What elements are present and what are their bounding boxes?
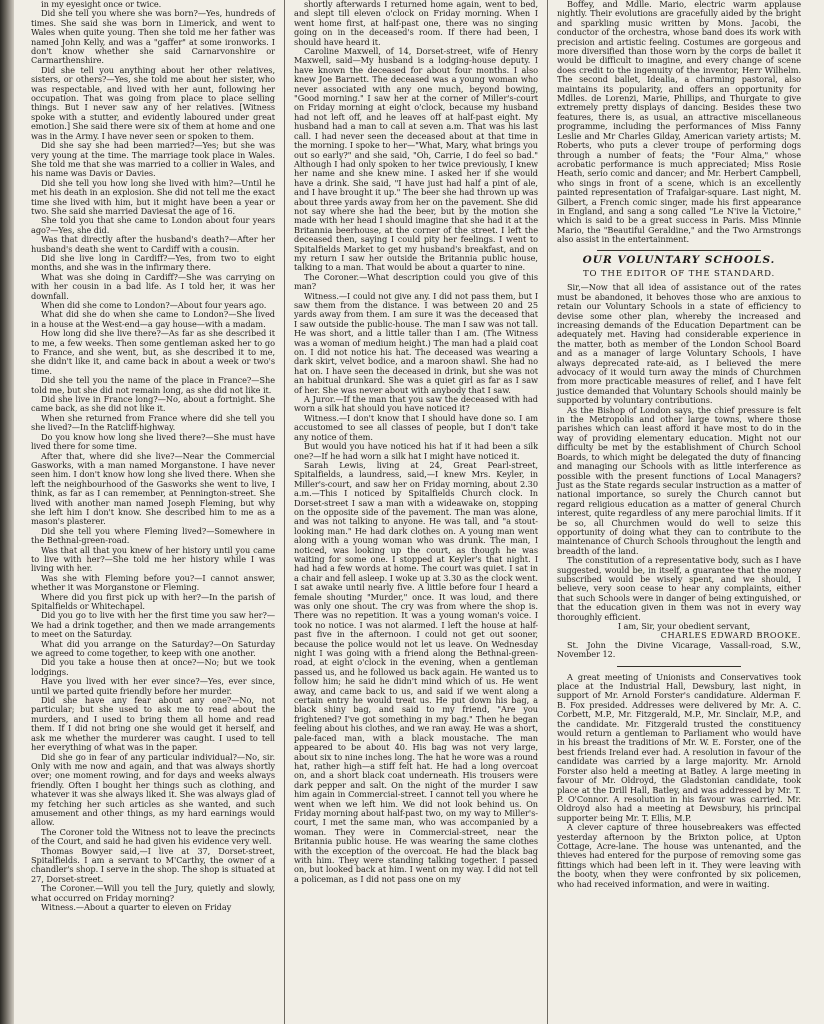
news-paragraph: A great meeting of Unionists and Conservatives took place at the Industrial Hall, Dewsbury, last night, in support of Mr. Arnold Forster's candidature. Alderman F. B. Fox presided. Addresses were delivered by Mr. A. C. Corbett, M.P., Mr. Fitzgerald, M.P., Mr. Sinclair, M.P., and the candidate. Mr. Fitzgerald trusted the constituency would return a gentleman to Parliament who would have in his breast the traditions of Mr. W. E. Forster, one of the best friends Ireland ever had. A resolution in favour of the candidate was carried by a large majority. Mr. Arnold Forster also held a meeting at Batley. A large meeting in favour of Mr. Oldroyd, the Gladstonian candidate, took place at the Drill Hall, Batley, and was addressed by Mr. T. P. O'Connor. A resolution in his favour was carried. Mr. Oldroyd also had a meeting at Dewsbury, his principal supporter being Mr. T. Ellis, M.P. bbox=[557, 671, 801, 823]
testimony-paragraph: Where did you first pick up with her?—In the parish of Spitalfields or Whitechapel. bbox=[31, 591, 275, 611]
testimony-paragraph: Witness.—I don't know that I should have done so. I am accustomed to see all classes of people, but I don't take any notice of them. bbox=[294, 412, 538, 442]
testimony-paragraph: Witness.—I could not give any. I did not pass them, but I saw them from the distance. I was between 20 and 25 yards away from them. I am sure it was the deceased that I saw outside the public-house. The man I saw was not tall. He was short, and a little taller than I am. (The Witness was a woman of medium height.) The man had a plaid coat on. I did not notice his hat. The deceased was wearing a dark skirt, velvet bodice, and a maroon shawl. She had no hat on. I have seen the deceased in drink, but she was not an habitual drunkard. She was a quiet girl as far as I saw of her. She was never about with anybody that I saw. bbox=[294, 290, 538, 395]
theatre-review-text bbox=[557, 0, 801, 245]
letter-signature-address: St. John the Divine Vicarage, Vassall-road, S.W., November 12. bbox=[557, 639, 801, 660]
letter-paragraph: Sir,—Now that all idea of assistance out of the rates must be abandoned, it behoves those who are anxious to retain our Voluntary Schools in a state of efficiency to devise some other plan, whereby the increased and increasing demands of the Education Department can be adequately met. Having had considerable experience in the matter, both as member of the London School Board and as a manager of large Voluntary Schools, I have always deprecated rate-aid, as I believed the mere advocacy of it would turn away the minds of Churchmen from more practicable measures of relief, and I have felt justice demanded that Voluntary Schools should mainly be supported by voluntary contributions. bbox=[557, 282, 801, 406]
section-rule bbox=[597, 250, 761, 251]
testimony-paragraph: When did she come to London?—About four years ago. bbox=[41, 300, 267, 310]
testimony-paragraph: She told you that she came to London about four years ago?—Yes, she did. bbox=[31, 215, 275, 235]
column-right bbox=[547, 0, 810, 1024]
testimony-paragraph: Did she go in fear of any particular individual?—No, sir. Only with me now and again, and that was always shortly over; one moment rowing, and for days and weeks always friendly. Often I bought her things such as clothing, and whatever it was she always liked it. She was always glad of my fetching her such articles as she wanted, and such amusement and other things, as my hard earnings would allow. bbox=[31, 751, 275, 828]
testimony-paragraph: What did you arrange on the Saturday?—On Saturday we agreed to come together, to keep with one another. bbox=[31, 638, 275, 659]
letter-paragraph: As the Bishop of London says, the chief pressure is felt in the Metropolis and other large towns, where those parishes which can least afford it have most to do in the way of providing elementary education. Might not our difficulty be met by the establishment of Church School Boards, to which might be delegated the duty of financing and managing our Schools with as little interference as possible with the present functions of Local Managers? Just as the State regards secular instruction as a matter of national importance, so surely the Church cannot but regard religious education as a matter of general Church interest, quite regardless of any mere parochial limits. If it be so, all Churchmen would do well to seize this opportunity of doing what they can to contribute to the maintenance of Church Schools throughout the length and breadth of the land. bbox=[557, 404, 801, 556]
article-separator bbox=[617, 666, 741, 667]
testimony-paragraph: Was that directly after the husband's death?—After her husband's death she went to Cardiff with a cousin. bbox=[31, 234, 275, 254]
letter-body bbox=[557, 283, 801, 622]
testimony-paragraph: Have you lived with her ever since?—Yes, ever since, until we parted quite friendly before her murder. bbox=[31, 676, 275, 696]
letter-signature-name: CHARLES EDWARD BROOKE. bbox=[660, 630, 801, 641]
testimony-paragraph: Did she say she had been married?—Yes; but she was very young at the time. The marriage took place in Wales. She told me that she was married to a collier in Wales, and his name was Davis or Davies. bbox=[31, 140, 275, 179]
testimony-paragraph: Thomas Bowyer said,—I live at 37, Dorset-street, Spitalfields. I am a servant to M'Carthy, the owner of a chandler's shop. I serve in the shop. The shop is situated at 27, Dorset-street. bbox=[31, 845, 275, 884]
letter-addressee-heading: TO THE EDITOR OF THE STANDARD. bbox=[582, 268, 775, 279]
testimony-paragraph: Did she tell you the name of the place in France?—She told me, but she did not remain long, as she did not like it. bbox=[31, 375, 275, 395]
section-heading-voluntary-schools: OUR VOLUNTARY SCHOOLS. bbox=[582, 253, 776, 266]
testimony-paragraph: Did she live in France long?—No, about a fortnight. She came back, as she did not like it. bbox=[31, 394, 275, 414]
testimony-paragraph: Did you go to live with her the first time you saw her?—We had a drink together, and then we made arrangements to meet on the Saturday. bbox=[31, 610, 275, 640]
testimony-paragraph: Was she with Fleming before you?—I cannot answer, whether it was Morganstone or Fleming. bbox=[31, 572, 275, 593]
testimony-paragraph: shortly afterwards I returned home again, went to bed, and slept till eleven o'clock on Friday morning. When I went home first, at half-past one, there was no singing going on in the deceased's room. If there had been, I should have heard it. bbox=[294, 0, 538, 47]
news-items bbox=[557, 673, 801, 889]
testimony-paragraph: After that, where did she live?—Near the Commercial Gasworks, with a man named Morganstone. I have never seen him. I don't know how long she lived there. When she left the neighbourhood of the Gasworks she went to live, I think, as far as I can remember, at Pennington-street. She lived with another man named Joseph Fleming, but why she left him I don't know. She described him to me as a mason's plasterer. bbox=[31, 450, 275, 527]
news-paragraph: A clever capture of three housebreakers was effected yesterday afternoon by the Brixton police, at Upton Cottage, Acre-lane. The house was untenanted, and the thieves had entered for the purpose of removing some gas fittings which had been left in it. They were leaving with the booty, when they were confronted by six policemen, who had received information, and were in waiting. bbox=[557, 822, 801, 889]
testimony-paragraph: But would you have noticed his hat if it had been a silk one?—If he had worn a silk hat I might have noticed it. bbox=[294, 441, 538, 461]
column-inquest-testimony-left bbox=[22, 0, 284, 1024]
newspaper-columns bbox=[22, 0, 810, 1024]
testimony-paragraph: A Juror.—If the man that you saw the deceased with had worn a silk hat should you have noticed it? bbox=[294, 394, 538, 414]
testimony-paragraph: Did she tell you how long she lived with him?—Until he met his death in an explosion. She did not tell me the exact time she lived with him, but it might have been a year or two. She said she married Daviesat the age of 16. bbox=[31, 177, 275, 216]
testimony-paragraph: Caroline Maxwell, of 14, Dorset-street, wife of Henry Maxwell, said—My husband is a lodging-house deputy. I have known the deceased for about four months. I also knew Joe Barnett. The deceased was a young woman who never associated with any one much, beyond bowing, "Good morning." I saw her at the corner of Miller's-court on Friday morning at eight o'clock, because my husband had not left off, and he leaves off at half-past eight. My husband had a man to call at seven a.m. That was his last call. I had never seen the deceased about at that time in the morning. I spoke to her—"What, Mary, what brings you out so early?" and she said, "Oh, Carrie, I do feel so bad." Although I had only spoken to her twice previously, I knew her name and she knew mine. I asked her if she would have a drink. She said, "I have just had half a pint of ale, and I have brought it up." The beer she had thrown up was about three yards away from her on the pavement. She did not say where she had the beer, but by the motion she made with her head I should imagine that she had it at the Britannia beerhouse, at the corner of the street. I left the deceased then, saying I could pity her feelings. I went to Spitalfields Market to get my husband's breakfast, and on my return I saw her outside the Britannia public house, talking to a man. That would be about a quarter to nine. bbox=[294, 46, 538, 273]
testimony-paragraph: Witness.—About a quarter to eleven on Friday bbox=[41, 902, 232, 912]
testimony-paragraph: Did she tell you where she was born?—Yes, hundreds of times. She said she was born in Limerick, and went to Wales when quite young. Then she told me her father was named John Kelly, and was a "gaffer" at some ironworks. I don't know whether she said Carnarvonshire or Carmarthenshire. bbox=[31, 8, 275, 66]
review-paragraph: Boffey, and Mdlle. Mario, electric warm applause nightly. Their evolutions are gracefully aided by the bright and sparkling music written by Mons. Jacobi, the conductor of the orchestra, whose band does its work with precision and artistic feeling. Costumes are gorgeous and more diversified than those worn by the corps de ballet it would be difficult to imagine, and every change of scene does credit to the ingenuity of the inventor, Herr Wilhelm. The second ballet, Idealia, a charming pastoral, also maintains its popularity, and offers an opportunity for Mdlles. de Lorenzi, Marie, Phillips, and Thurgate to give extremely pretty displays of dancing. Besides these two features, there is, as usual, an attractive miscellaneous programme, including the performances of Miss Fanny Leslie and Mr Charles Gilday, American variety artists; M. Roberts, who puts a clever troupe of performing dogs through a number of feats; the "Four Alma," whose acrobatic performance is much appreciated; Miss Rosie Heath, serio comic and dancer; and Mr. Herbert Campbell, who sings in front of a scene, which is an excellently painted representation of Trafalgar-square. Last night, M. Gilbert, a French comic singer, made his first appearance in England, and sang a song called "Le N'ive la Victoire," which is said to be a great success in Paris. Miss Minnie Mario, the "Beautiful Geraldine," and the Two Armstrongs also assist in the entertainment. bbox=[557, 0, 801, 245]
testimony-paragraph: Do you know how long she lived there?—She must have lived there for some time. bbox=[31, 431, 275, 452]
testimony-paragraph: How long did she live there?—As far as she described it to me, a few weeks. Then some gentleman asked her to go to France, and she went, but, as she described it to me, she didn't like it, and came back in about a week or two's time. bbox=[31, 328, 275, 376]
page-binding-edge bbox=[0, 0, 14, 1024]
testimony-paragraph: Did you take a house then at once?—No; but we took lodgings. bbox=[31, 657, 275, 677]
testimony-paragraph: Did she have any fear about any one?—No, not particular; but she used to ask me to read about the murders, and I used to bring them all home and read them. If I did not bring one she would get it herself, and ask me whether the murderer was caught. I used to tell her everything of what was in the paper. bbox=[31, 695, 275, 753]
testimony-paragraph: Sarah Lewis, living at 24, Great Pearl-street, Spitalfields, a laundress, said,—I knew Mrs. Keyler, in Miller's-court, and saw her on Friday morning, about 2.30 a.m.—This I noticed by Spitalfields Church clock. In Dorset-street I saw a man with a wideawake on, stopping on the opposite side of the pavement. The man was alone, and was not talking to anyone. He was tall, and "a stout-looking man." He had dark clothes on. A young man went along with a young woman who was drunk. The man, I noticed, was looking up the court, as though he was waiting for some one. I stopped at Keyler's that night. I had had a few words at home. The court was quiet. I sat in a chair and fell asleep. I woke up at 3.30 as the clock went. I sat awake until nearly five. A little before four I heard a female shouting "Murder," once. It was loud, and there was only one shout. The cry was from where the shop is. There was no repetition. It was a young woman's voice. I took no notice. I was not alarmed. I left the house at half-past five in the afternoon. I could not get out sooner, because the police would not let us leave. On Wednesday night I was going with a friend along the Bethnal-green-road, at eight o'clock in the evening, when a gentleman passed us, and he followed us back again. He wanted us to follow him; he said he didn't mind which of us. He went away, and came back to us, and said if we went along a certain entry he would treat us. He put down his bag, a black shiny bag, and said to my friend, "Are you frightened? I've got something in my bag." Then he began feeling about his clothes, and we ran away. He was a short, pale-faced man, with a black moustache. The man appeared to be about 40. His bag was not very large, about six to nine inches long. The hat he wore was a round hat, rather high—a stiff felt hat. He had a long overcoat on, and a short black coat underneath. His trousers were dark pepper and salt. On the night of the murder I saw him again in Commercial-street. I cannot tell you where he went when we left him. We did not look behind us. On Friday morning about half-past two, on my way to Miller's-court, I met the same man, who was accompanied by a woman. They were in Commercial-street, near the Britannia public house. He was wearing the same clothes with the exception of the overcoat. He had the black bag with him. They were standing talking together. I passed on, but looked back at him. I went on my way. I did not tell a policeman, as I did not pass one on my bbox=[294, 459, 538, 884]
testimony-paragraph: What did she do when she came to London?—She lived in a house at the West-end—a gay house—with a madam. bbox=[31, 309, 275, 329]
letter-paragraph: The constitution of a representative body, such as I have suggested, would be, in itself, a guarantee that the money subscribed would be wisely spent, and we should, I believe, very soon cease to hear any complaints, either that such Schools were in danger of being extinguished, or that the education given in them was not in every way thoroughly efficient. bbox=[557, 555, 801, 622]
testimony-paragraph: When she returned from France where did she tell you she lived?—In the Ratcliff-highway. bbox=[31, 412, 275, 433]
column-inquest-testimony-middle bbox=[284, 0, 547, 1024]
letter-valediction: I am, Sir, your obedient servant, bbox=[617, 621, 751, 631]
testimony-paragraph: Was that all that you knew of her history until you came to live with her?—She told me her history while I was living with her. bbox=[31, 544, 275, 574]
testimony-paragraph: in my eyesight once or twice. bbox=[41, 0, 162, 9]
testimony-paragraph: Did she tell you anything about her other relatives, sisters, or others?—Yes, she told me about her sister, who was respectable, and lived with her aunt, following her occupation. That was going from place to place selling things. But I never saw any of her relatives. [Witness spoke with a stutter, and evidently laboured under great emotion.] She said there were six of them at home and one was in the Army. I have never seen or spoken to them. bbox=[31, 64, 275, 141]
testimony-paragraph: The Coroner told the Witness not to leave the precincts of the Court, and said he had given his evidence very well. bbox=[31, 826, 275, 847]
testimony-paragraph: The Coroner.—What description could you give of this man? bbox=[294, 271, 538, 292]
testimony-paragraph: Did she live long in Cardiff?—Yes, from two to eight months, and she was in the infirmary there. bbox=[31, 252, 275, 273]
testimony-paragraph: What was she doing in Cardiff?—She was carrying on with her cousin in a bad life. As I told her, it was her downfall. bbox=[31, 271, 275, 301]
testimony-paragraph: Did she tell you where Fleming lived?—Somewhere in the Bethnal-green-road. bbox=[31, 525, 275, 546]
testimony-paragraph: The Coroner.—Will you tell the Jury, quietly and slowly, what occurred on Friday morning? bbox=[31, 883, 275, 903]
